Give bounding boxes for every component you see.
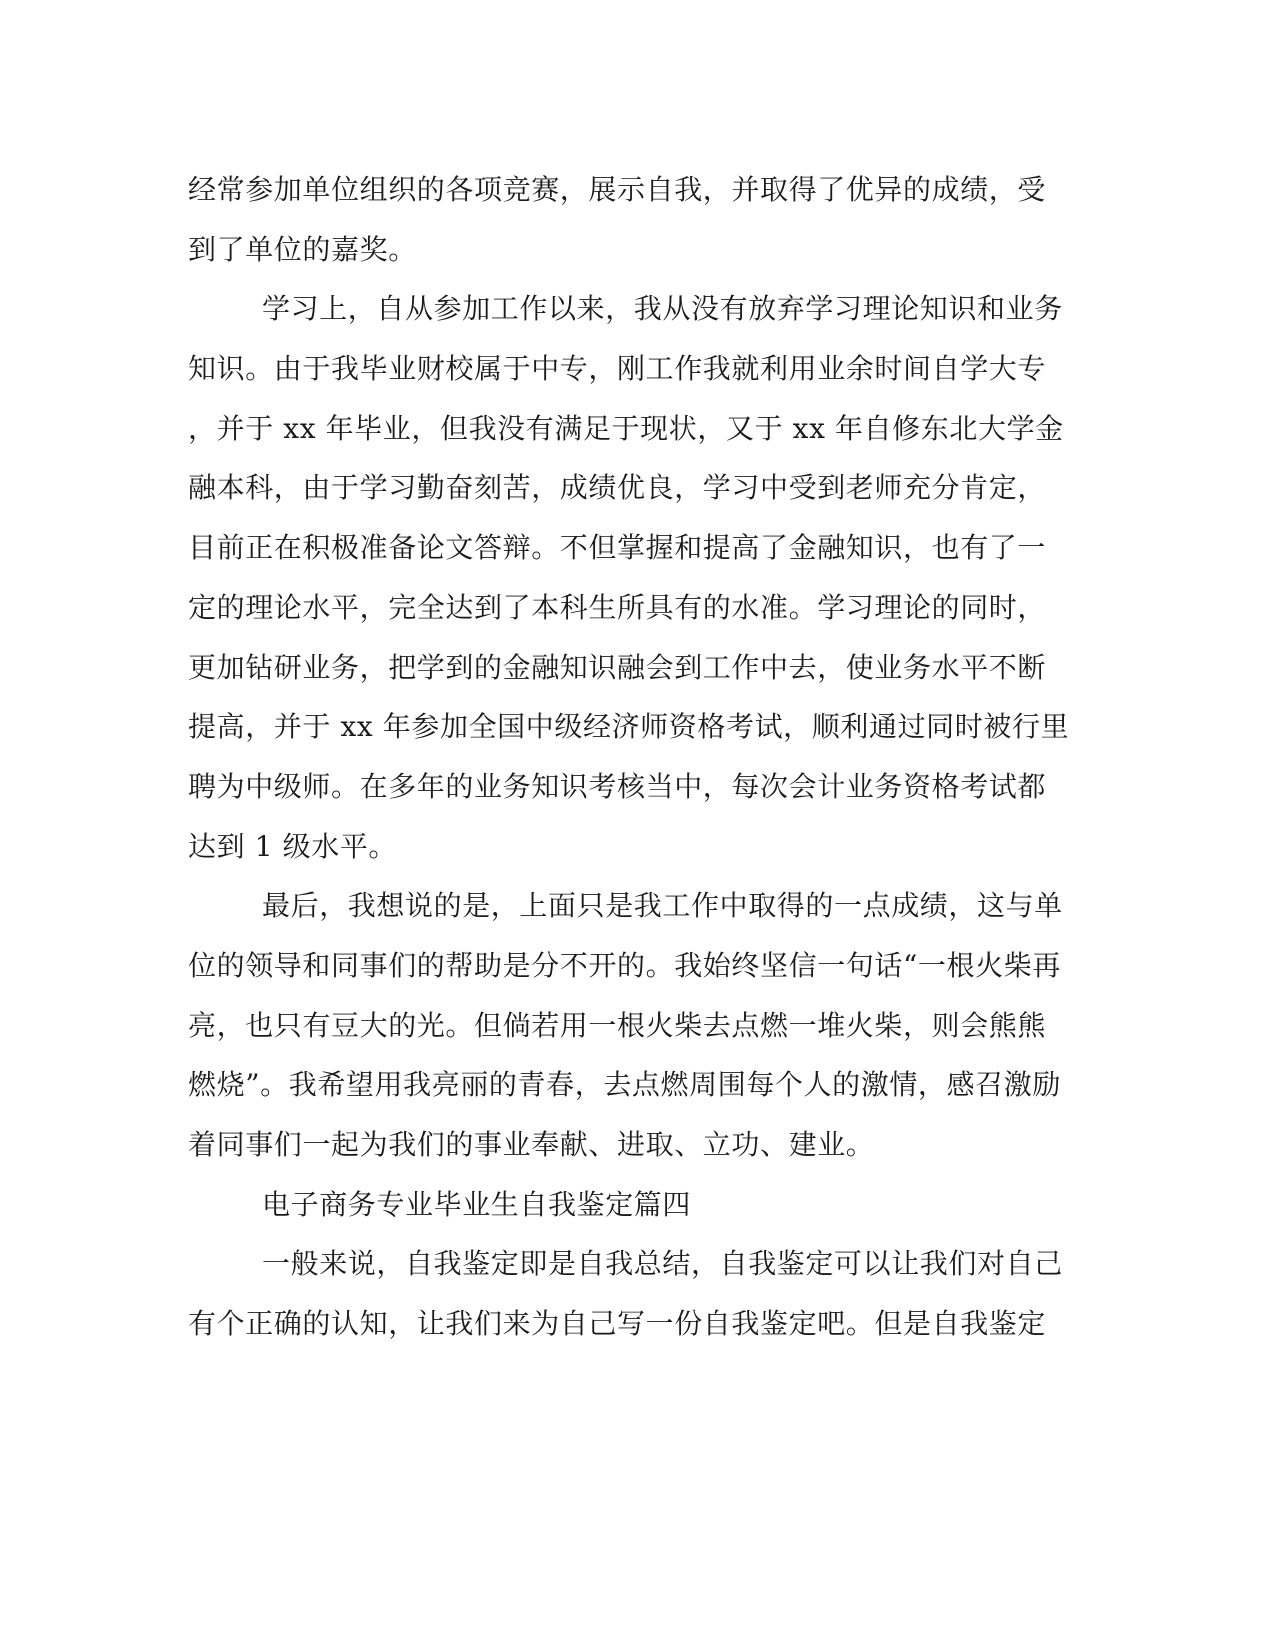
document-body: [188, 160, 1088, 1354]
text-line: 着同事们一起为我们的事业奉献、进取、立功、建业。: [188, 1128, 875, 1161]
text-line: 聘为中级师。在多年的业务知识考核当中，每次会计业务资格考试都: [188, 769, 1047, 803]
text-line: 最后，我想说的是，上面只是我工作中取得的一点成绩，这与单: [262, 889, 1063, 923]
text-line: 经常参加单位组织的各项竞赛，展示自我，并取得了优异的成绩，受: [188, 173, 1047, 206]
text-line: 一般来说，自我鉴定即是自我总结，自我鉴定可以让我们对自己: [262, 1247, 1063, 1281]
text-line: 定的理论水平，完全达到了本科生所具有的水准。学习理论的同时，: [188, 590, 1047, 624]
text-line: 提高，并于 xx 年参加全国中级经济师资格考试，顺利通过同时被行里: [188, 710, 1070, 744]
text-line: 更加钻研业务，把学到的金融知识融会到工作中去，使业务水平不断: [188, 650, 1047, 684]
text-line: 有个正确的认知，让我们来为自己写一份自我鉴定吧。但是自我鉴定: [188, 1307, 1047, 1341]
text-line: 知识。由于我毕业财校属于中专，刚工作我就利用业余时间自学大专: [188, 352, 1047, 386]
text-line: 亮，也只有豆大的光。但倘若用一根火柴去点燃一堆火柴，则会熊熊: [188, 1008, 1047, 1042]
text-line: 达到 1 级水平。: [188, 829, 398, 863]
text-line: 到了单位的嘉奖。: [188, 232, 417, 266]
text-line: 燃烧”。我希望用我亮丽的青春，去点燃周围每个人的激情，感召激励: [188, 1068, 1061, 1102]
text-line: 电子商务专业毕业生自我鉴定篇四: [262, 1187, 692, 1221]
text-line: 位的领导和同事们的帮助是分不开的。我始终坚信一句话“一根火柴再: [188, 948, 1061, 982]
text-line: 融本科，由于学习勤奋刻苦，成绩优良，学习中受到老师充分肯定，: [188, 471, 1047, 505]
text-line: ，并于 xx 年毕业，但我没有满足于现状，又于 xx 年自修东北大学金: [188, 411, 1064, 445]
text-line: 目前正在积极准备论文答辩。不但掌握和提高了金融知识，也有了一: [188, 531, 1047, 565]
text-line: 学习上，自从参加工作以来，我从没有放弃学习理论知识和业务: [262, 292, 1063, 326]
